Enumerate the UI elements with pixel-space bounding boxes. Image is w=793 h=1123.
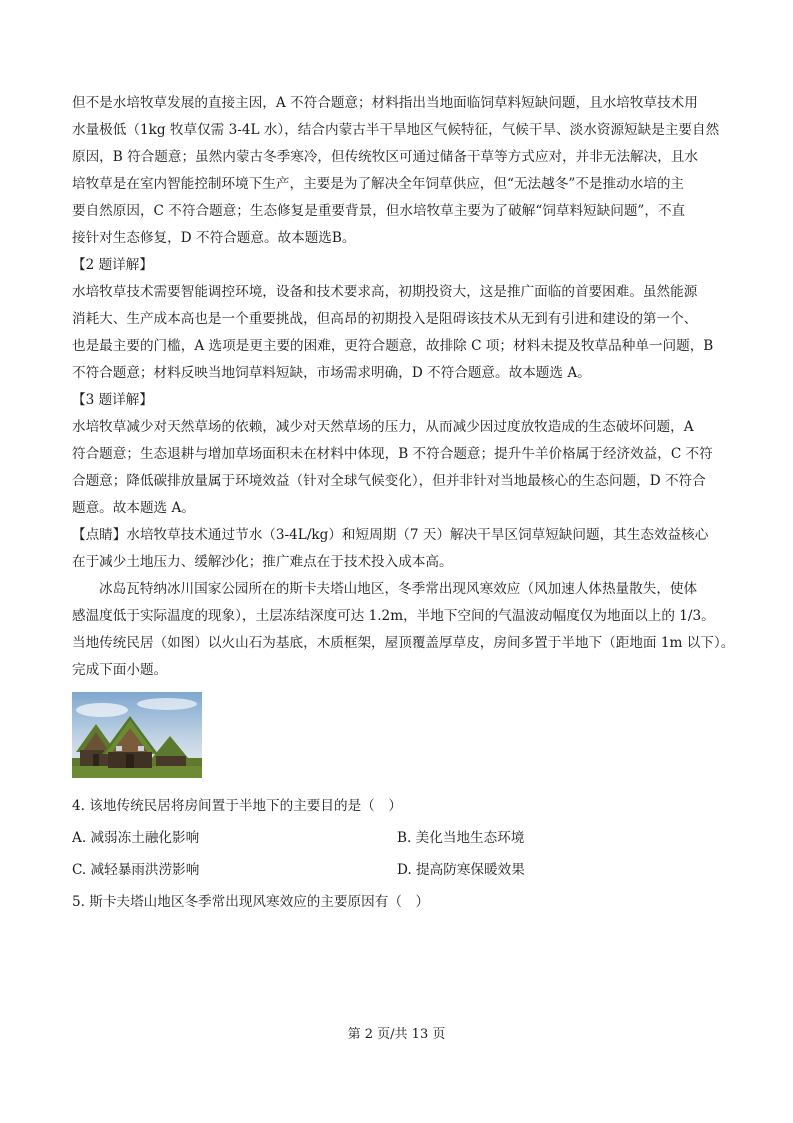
option-d: D. 提高防寒保暖效果	[397, 862, 525, 878]
answer-1-continued	[72, 90, 722, 252]
heading-q3-detail: 【3 题详解】	[72, 392, 153, 408]
page-content	[72, 90, 735, 918]
text-line: 接针对生态修复，D 不符合题意。故本题选B。	[72, 230, 356, 246]
option-b: B. 美化当地生态环境	[397, 830, 525, 846]
option-a: A. 减弱冻土融化影响	[72, 830, 200, 846]
option-c: C. 减轻暴雨洪涝影响	[72, 862, 200, 878]
text-line: 原因，B 符合题意；虽然内蒙古冬季寒冷，但传统牧区可通过储备干草等方式应对，并非无法解决，且水	[72, 149, 699, 165]
text-line: 水培牧草技术需要智能调控环境，设备和技术要求高，初期投资大，这是推广面临的首要困难。虽然能源	[72, 284, 698, 300]
text-line: 冰岛瓦特纳冰川国家公园所在的斯卡夫塔山地区，冬季常出现风寒效应（风加速人体热量散失，使体	[99, 581, 698, 597]
text-line: 要自然原因，C 不符合题意；生态修复是重要背景，但水培牧草主要为了破解“饲草料短缺问题”，不直	[72, 203, 686, 219]
text-line: 当地传统民居（如图）以火山石为基底，木质框架，屋顶覆盖厚草皮，房间多置于半地下（距地面 1m 以下）。	[72, 635, 735, 651]
material-passage	[72, 576, 735, 684]
answer-3	[72, 414, 722, 522]
text-line: 在于减少土地压力、缓解沙化；推广难点在于技术投入成本高。	[72, 554, 453, 570]
text-line: 消耗大、生产成本高也是一个重要挑战，但高昂的初期投入是阻碍该技术从无到有引进和建设的第一个、	[72, 311, 698, 327]
text-line: 水培牧草减少对天然草场的依赖，减少对天然草场的压力，从而减少因过度放牧造成的生态破坏问题，A	[72, 419, 694, 435]
heading-q2-detail: 【2 题详解】	[72, 257, 153, 273]
question-4-stem: 4. 该地传统民居将房间置于半地下的主要目的是（ ）	[72, 798, 402, 814]
text-line: 也是最主要的门槛，A 选项是更主要的困难，更符合题意，故排除 C 项；材料未提及牧草品种单一问题，B	[72, 338, 714, 354]
key-point	[72, 522, 722, 576]
text-line: 符合题意；生态退耕与增加草场面积未在材料中体现，B 不符合题意；提升牛羊价格属于经济效益，C 不符	[72, 446, 713, 462]
text-line: 但不是水培牧草发展的直接主因，A 不符合题意；材料指出当地面临饲草料短缺问题，且水培牧草技术用	[72, 95, 698, 111]
text-line: 合题意；降低碳排放量属于环境效益（针对全球气候变化），但并非针对当地最核心的生态问题，D 不符合	[72, 473, 706, 489]
question-5-stem: 5. 斯卡夫塔山地区冬季常出现风寒效应的主要原因有（ ）	[72, 894, 430, 910]
text-line: 【点睛】水培牧草技术通过节水（3-4L/kg）和短周期（7 天）解决干旱区饲草短缺问题，其生态效益核心	[72, 527, 709, 543]
text-line: 感温度低于实际温度的现象），土层冻结深度可达 1.2m，半地下空间的气温波动幅度仅为地面以上的 1/3。	[72, 608, 715, 624]
turf-house-photo	[72, 692, 202, 778]
text-line: 培牧草是在室内智能控制环境下生产，主要是为了解决全年饲草供应，但“无法越冬”不是推动水培的主	[72, 176, 685, 192]
text-line: 题意。故本题选 A。	[72, 500, 195, 516]
answer-2	[72, 279, 722, 387]
question-4-options-row1	[72, 822, 722, 854]
text-line: 完成下面小题。	[72, 662, 168, 678]
text-line: 不符合题意；材料反映当地饲草料短缺，市场需求明确，D 不符合题意。故本题选 A。	[72, 365, 591, 381]
text-line: 水量极低（1kg 牧草仅需 3-4L 水），结合内蒙古半干旱地区气候特征，气候干旱、淡水资源短缺是主要自然	[72, 122, 720, 138]
question-4-options-row2	[72, 854, 722, 886]
page-footer: 第 2 页/共 13 页	[347, 1027, 446, 1042]
